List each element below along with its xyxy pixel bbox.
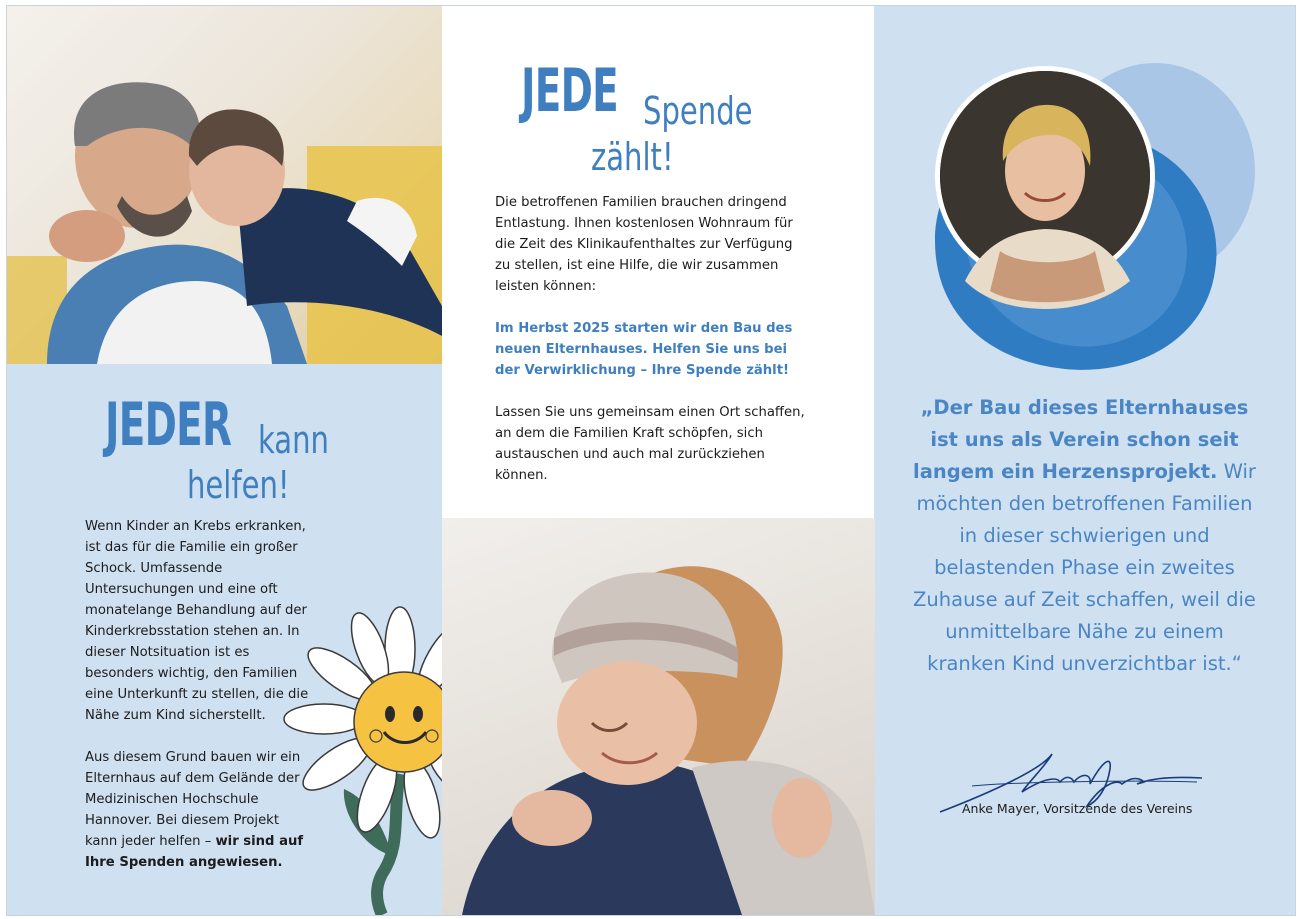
left-paragraph-2-text: Aus diesem Grund bauen wir ein Elternhaus auf dem Gelände der Medizinischen Hochschule Hannover. Bei diesem Projekt kann jeder helfen – xyxy=(85,750,301,849)
left-body xyxy=(85,516,315,894)
quote-regular-text: Wir möchten den betroffenen Familien in dieser schwierigen und belastenden Phase ein zweites Zuhause auf Zeit schaffen, weil die unmittelbare Nähe zu einem kranken Kind unverzichtbar ist.“ xyxy=(913,460,1256,675)
flyer-spread xyxy=(6,5,1296,916)
center-headline-big: JEDE xyxy=(521,56,618,126)
center-headline-word3 xyxy=(591,135,688,179)
photo-father-and-son-illustration xyxy=(7,6,442,364)
signature-caption: Anke Mayer, Vorsitzende des Vereins xyxy=(962,801,1193,816)
portrait-circle-graphic xyxy=(925,51,1265,376)
photo-father-and-son xyxy=(7,6,442,364)
photo-girls-hugging xyxy=(442,518,875,915)
center-paragraph-2: Im Herbst 2025 starten wir den Bau des neuen Elternhauses. Helfen Sie uns bei der Verwirklichung – Ihre Spende zählt! xyxy=(495,321,793,378)
left-headline-small1: kann xyxy=(258,418,329,462)
left-paragraph-2 xyxy=(85,747,315,873)
center-headline xyxy=(521,56,656,126)
left-headline-word2 xyxy=(258,418,341,462)
left-headline-big: JEDER xyxy=(105,390,232,460)
left-headline xyxy=(105,390,280,460)
left-headline-small2: helfen! xyxy=(187,463,290,507)
center-headline-small1: Spende xyxy=(643,89,753,133)
photo-girls-hugging-illustration xyxy=(442,518,875,915)
quote-bold-text: „Der Bau dieses Elternhauses ist uns als Verein schon seit langem ein Herzensprojekt. xyxy=(913,396,1249,483)
quote-block xyxy=(912,392,1257,680)
center-headline-small2: zählt! xyxy=(591,135,674,179)
left-headline-word3 xyxy=(187,463,308,507)
left-paragraph-2-bold: wir sind auf Ihre Spenden angewiesen. xyxy=(85,834,304,870)
center-paragraph-1: Die betroffenen Familien brauchen dringend Entlastung. Ihnen kostenlosen Wohnraum für die Zeit des Klinikaufenthaltes zur Verfügung zu stellen, ist eine Hilfe, die wir zusammen leisten können: xyxy=(495,195,793,294)
center-headline-word2 xyxy=(643,89,772,133)
center-paragraph-3: Lassen Sie uns gemeinsam einen Ort schaffen, an dem die Familien Kraft schöpfen, sich austauschen und auch mal zurückziehen können. xyxy=(495,405,805,483)
center-body xyxy=(495,192,805,507)
left-paragraph-1: Wenn Kinder an Krebs erkranken, ist das für die Familie ein großer Schock. Umfassende Untersuchungen und eine oft monatelange Behandlung auf der Kinderkrebsstation stehen an. In dieser Notsituation ist es besonders wichtig, den Familien eine Unterkunft zu stellen, die die Nähe zum Kind sicherstellt. xyxy=(85,519,309,723)
